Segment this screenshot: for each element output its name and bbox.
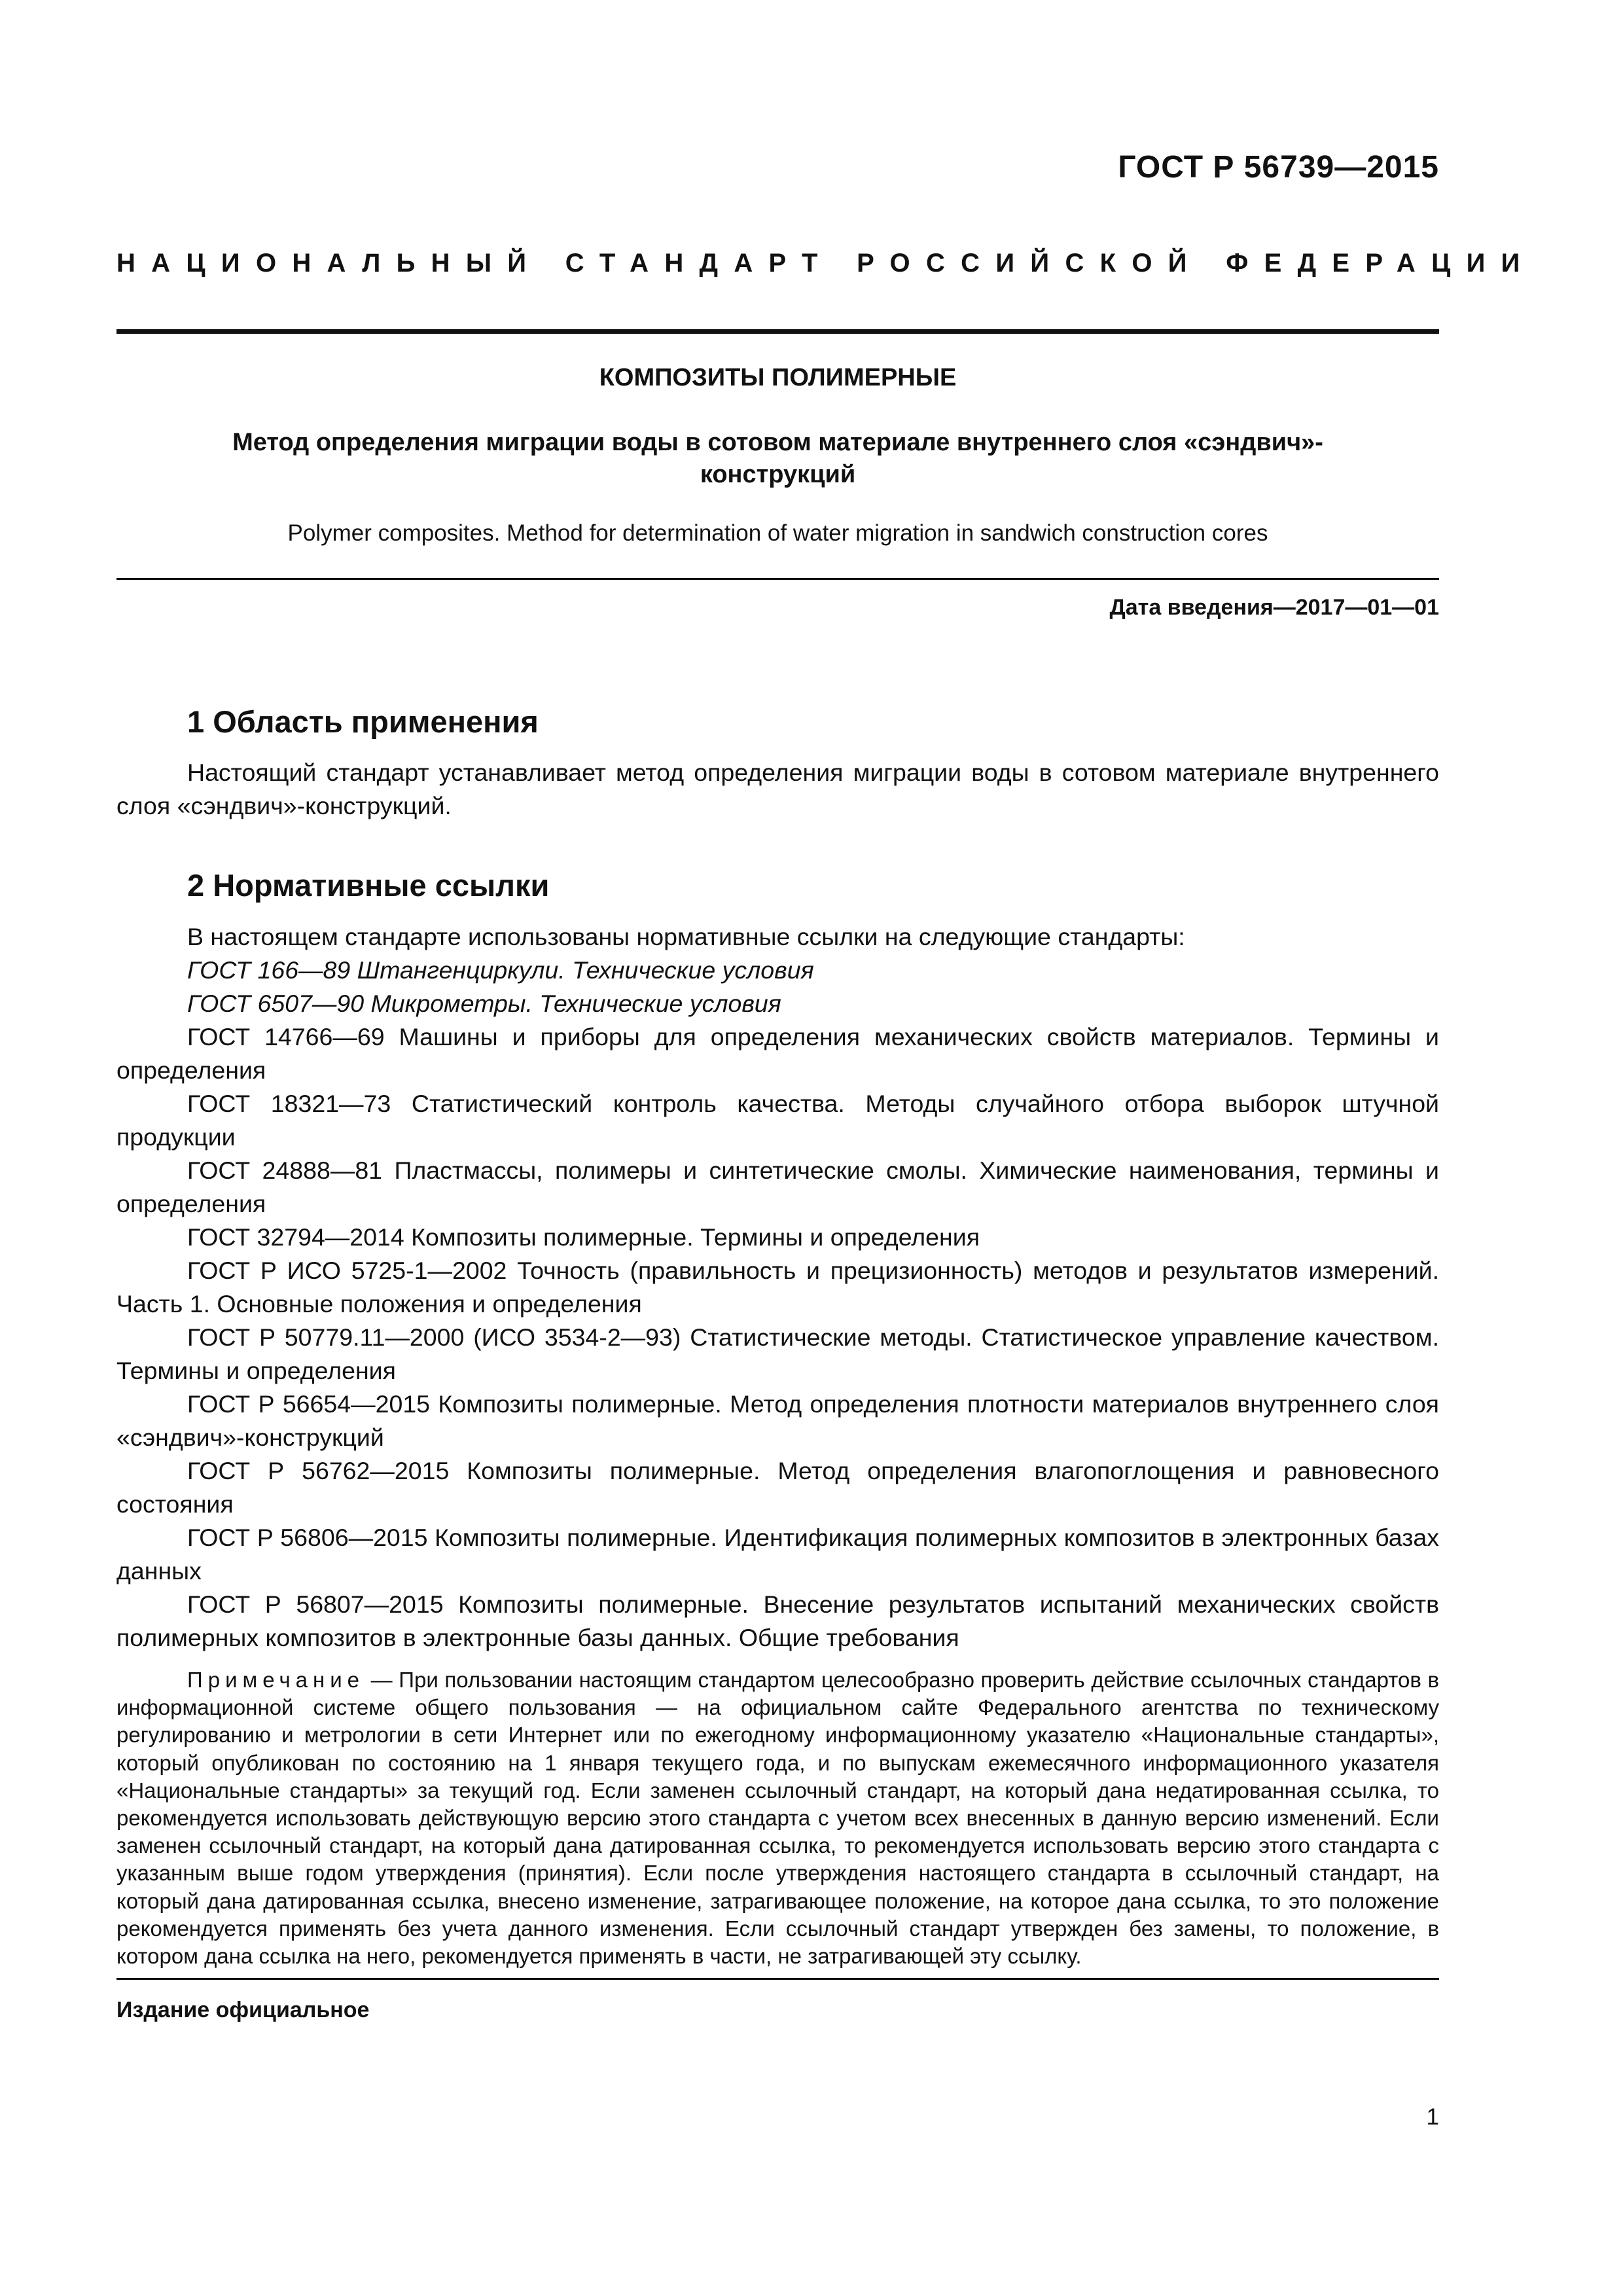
- document-page: [116, 0, 1536, 2296]
- standard-id: ГОСТ Р 56739—2015: [1118, 150, 1439, 185]
- section-2-heading: 2 Нормативные ссылки: [187, 868, 550, 903]
- footer-divider: [116, 1978, 1439, 1980]
- title-divider: [116, 578, 1439, 580]
- reference-item: ГОСТ Р 50779.11—2000 (ИСО 3534-2—93) Статистические методы. Статистическое управление качеством. Термины и определения: [116, 1323, 1439, 1384]
- reference-item: ГОСТ Р 56762—2015 Композиты полимерные. Метод определения влагопоглощения и равновесного состояния: [116, 1457, 1439, 1518]
- page-number: 1: [1426, 2104, 1439, 2130]
- note-paragraph: [116, 1666, 1439, 1970]
- section-1-text: Настоящий стандарт устанавливает метод определения миграции воды в сотовом материале внутреннего слоя «сэндвич»-конструкций.: [116, 759, 1439, 819]
- reference-item: ГОСТ 18321—73 Статистический контроль качества. Методы случайного отбора выборок штучной продукции: [116, 1090, 1439, 1151]
- note-label: Примечание: [187, 1668, 365, 1692]
- references-list: [116, 920, 1439, 1655]
- reference-item: ГОСТ 166—89 Штангенциркули. Технические условия: [187, 956, 814, 984]
- section-1-heading: 1 Область применения: [187, 704, 539, 739]
- references-intro: В настоящем стандарте использованы нормативные ссылки на следующие стандарты:: [187, 923, 1185, 950]
- edition-label: Издание официальное: [116, 1998, 370, 2022]
- reference-item: ГОСТ 32794—2014 Композиты полимерные. Термины и определения: [187, 1223, 980, 1251]
- reference-item: ГОСТ Р 56806—2015 Композиты полимерные. Идентификация полимерных композитов в электронных базах данных: [116, 1524, 1439, 1585]
- national-standard-banner: НАЦИОНАЛЬНЫЙ СТАНДАРТ РОССИЙСКОЙ ФЕДЕРАЦИИ: [116, 249, 1536, 278]
- introduction-date: Дата введения—2017—01—01: [1109, 595, 1439, 620]
- document-title: КОМПОЗИТЫ ПОЛИМЕРНЫЕ: [599, 364, 957, 391]
- reference-item: ГОСТ Р ИСО 5725-1—2002 Точность (правильность и прецизионность) методов и результатов измерений. Часть 1. Основные положения и определения: [116, 1257, 1439, 1318]
- header-divider: [116, 329, 1439, 334]
- reference-item: ГОСТ Р 56807—2015 Композиты полимерные. Внесение результатов испытаний механических свойств полимерных композитов в электронные базы данных. Общие требования: [116, 1590, 1439, 1651]
- reference-item: ГОСТ Р 56654—2015 Композиты полимерные. Метод определения плотности материалов внутреннего слоя «сэндвич»-конструкций: [116, 1390, 1439, 1451]
- note-text: — При пользовании настоящим стандартом целесообразно проверить действие ссылочных стандартов в информационной системе общего пользования — на официальном сайте Федерального агентства по техническому регулированию и метрологии в сети Интернет или по ежегодному информационному указателю «Национальные стандарты», который опубликован по состоянию на 1 января текущего года, и по выпускам ежемесячного информационного указателя «Национальные стандарты» за текущий год. Если заменен ссылочный стандарт, на который дана недатированная ссылка, то рекомендуется использовать действующую версию этого стандарта с учетом всех внесенных в данную версию изменений. Если заменен ссылочный стандарт, на который дана датированная ссылка, то рекомендуется использовать версию этого стандарта с указанным выше годом утверждения (принятия). Если после утверждения настоящего стандарта в ссылочный стандарт, на который дана датированная ссылка, внесено изменение, затрагивающее положение, на которое дана ссылка, то это положение рекомендуется применять без учета данного изменения. Если ссылочный стандарт утвержден без замены, то положение, в котором дана ссылка на него, рекомендуется применять в части, не затрагивающей эту ссылку.: [116, 1668, 1439, 1969]
- reference-item: ГОСТ 14766—69 Машины и приборы для определения механических свойств материалов. Термины и определения: [116, 1023, 1439, 1084]
- english-title: Polymer composites. Method for determination of water migration in sandwich construction cores: [287, 520, 1268, 546]
- document-subtitle: Метод определения миграции воды в сотовом материале внутреннего слоя «сэндвич»-конструкций: [232, 429, 1323, 488]
- reference-item: ГОСТ 24888—81 Пластмассы, полимеры и синтетические смолы. Химические наименования, термины и определения: [116, 1157, 1439, 1217]
- reference-item: ГОСТ 6507—90 Микрометры. Технические условия: [187, 990, 781, 1017]
